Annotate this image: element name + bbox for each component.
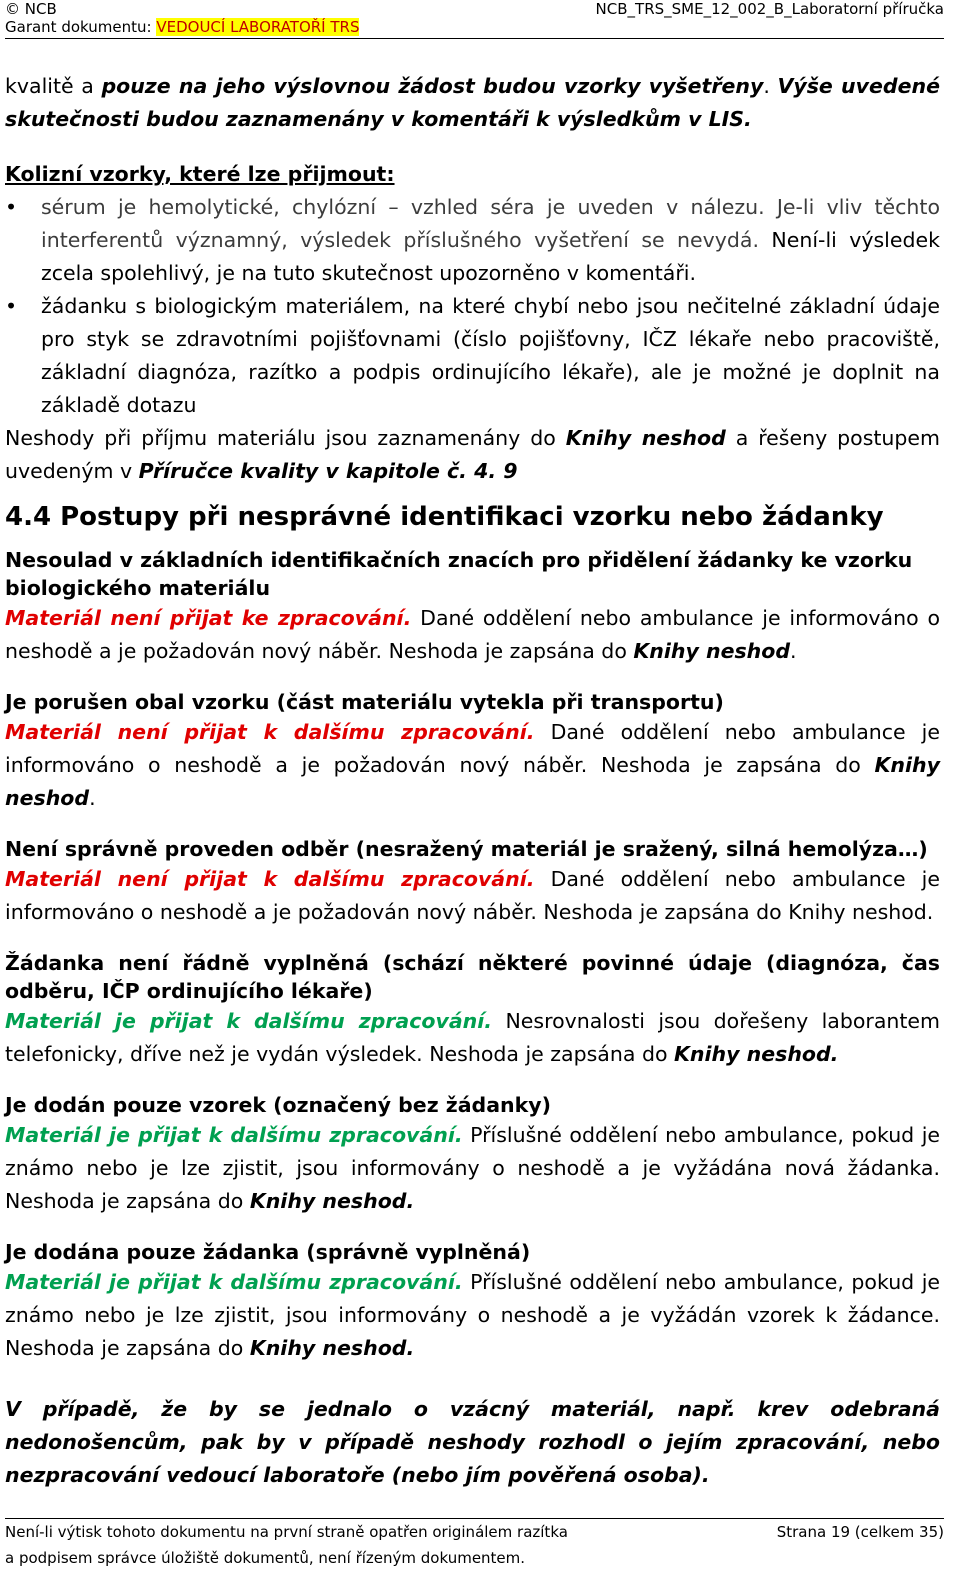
neshody-note: Neshody při příjmu materiálu jsou zaznamenány do Knihy neshod a řešeny postupem uvedeným v Příručce kvality v kapitole č. 4. 9	[5, 426, 940, 483]
case-3	[5, 835, 940, 929]
section-title: 4.4 Postupy při nesprávné identifikaci vzorku nebo žádanky	[5, 502, 884, 532]
case-heading: Je dodán pouze vzorek (označený bez žádanky)	[5, 1093, 551, 1117]
case-body: Materiál není přijat k dalšímu zpracování. Dané oddělení nebo ambulance je informováno o neshodě a je požadován nový náběr. Neshoda je zapsána do Knihy neshod.	[5, 720, 940, 810]
case-heading: Žádanka není řádně vyplněná (schází některé povinné údaje (diagnóza, čas odběru, IČP ordinujícího lékaře)	[5, 951, 940, 1003]
guarantor-label: Garant dokumentu:	[5, 18, 152, 36]
case-heading: Je dodána pouze žádanka (správně vyplněná)	[5, 1240, 531, 1264]
collision-list	[5, 191, 940, 422]
case-body: Materiál není přijat k dalšímu zpracování. Dané oddělení nebo ambulance je informováno o neshodě a je požadován nový náběr. Neshoda je zapsána do Knihy neshod.	[5, 867, 940, 924]
intro-paragraph: kvalitě a pouze na jeho výslovnou žádost budou vzorky vyšetřeny. Výše uvedené skutečnosti budou zaznamenány v komentáři k výsledkům v LIS.	[5, 74, 940, 131]
case-heading: Je porušen obal vzorku (část materiálu vytekla při transportu)	[5, 690, 724, 714]
header-copyright: © NCB	[5, 0, 57, 18]
header-doc-id: NCB_TRS_SME_12_002_B_Laboratorní příručka	[595, 0, 944, 18]
case-2	[5, 688, 940, 815]
footer-disclaimer-1: Není-li výtisk tohoto dokumentu na první straně opatřen originálem razítka	[5, 1523, 568, 1541]
case-5	[5, 1091, 940, 1218]
collision-heading: Kolizní vzorky, které lze přijmout:	[5, 162, 395, 186]
final-note: V případě, že by se jednalo o vzácný materiál, např. krev odebraná nedonošencům, pak by v případě neshody rozhodl o jejím zpracování, nebo nezpracování vedoucí laboratoře (nebo jím pověřená osoba).	[5, 1397, 940, 1487]
case-body: Materiál není přijat ke zpracování. Dané oddělení nebo ambulance je informováno o neshodě a je požadován nový náběr. Neshoda je zapsána do Knihy neshod.	[5, 606, 940, 663]
page-number: Strana 19 (celkem 35)	[776, 1523, 944, 1541]
case-1	[5, 546, 940, 668]
page-header	[5, 0, 944, 39]
case-body: Materiál je přijat k dalšímu zpracování. Příslušné oddělení nebo ambulance, pokud je známo nebo je lze zjistit, jsou informovány o neshodě a je vyžádán vzorek k žádance. Neshoda je zapsána do Knihy neshod.	[5, 1270, 940, 1360]
page-footer	[5, 1518, 944, 1571]
document-body	[5, 70, 940, 1492]
footer-disclaimer-2: a podpisem správce úložiště dokumentů, není řízeným dokumentem.	[5, 1549, 526, 1567]
case-body: Materiál je přijat k dalšímu zpracování. Příslušné oddělení nebo ambulance, pokud je známo nebo je lze zjistit, jsou informovány o neshodě a je vyžádána nová žádanka. Neshoda je zapsána do Knihy neshod.	[5, 1123, 940, 1213]
case-heading: Není správně proveden odběr (nesražený materiál je sražený, silná hemolýza…)	[5, 837, 928, 861]
list-item: • sérum je hemolytické, chylózní – vzhled séra je uveden v nálezu. Je-li vliv těchto interferentů významný, výsledek příslušného vyšetření se nevydá. Není-li výsledek zcela spolehlivý, je na tuto skutečnost upozorněno v komentáři.	[5, 195, 940, 285]
case-heading: Nesoulad v základních identifikačních znacích pro přidělení žádanky ke vzorku biologického materiálu	[5, 548, 913, 600]
guarantor-value: VEDOUCÍ LABORATOŘÍ TRS	[156, 18, 360, 36]
case-body: Materiál je přijat k dalšímu zpracování. Nesrovnalosti jsou dořešeny laborantem telefonicky, dříve než je vydán výsledek. Neshoda je zapsána do Knihy neshod.	[5, 1009, 940, 1066]
list-item: • žádanku s biologickým materiálem, na které chybí nebo jsou nečitelné základní údaje pro styk se zdravotními pojišťovnami (číslo pojišťovny, IČZ lékaře nebo pracoviště, základní diagnóza, razítko a podpis ordinujícího lékaře), ale je možné je doplnit na základě dotazu	[5, 294, 940, 417]
case-6	[5, 1238, 940, 1365]
case-4	[5, 949, 940, 1071]
header-guarantor	[5, 18, 359, 36]
